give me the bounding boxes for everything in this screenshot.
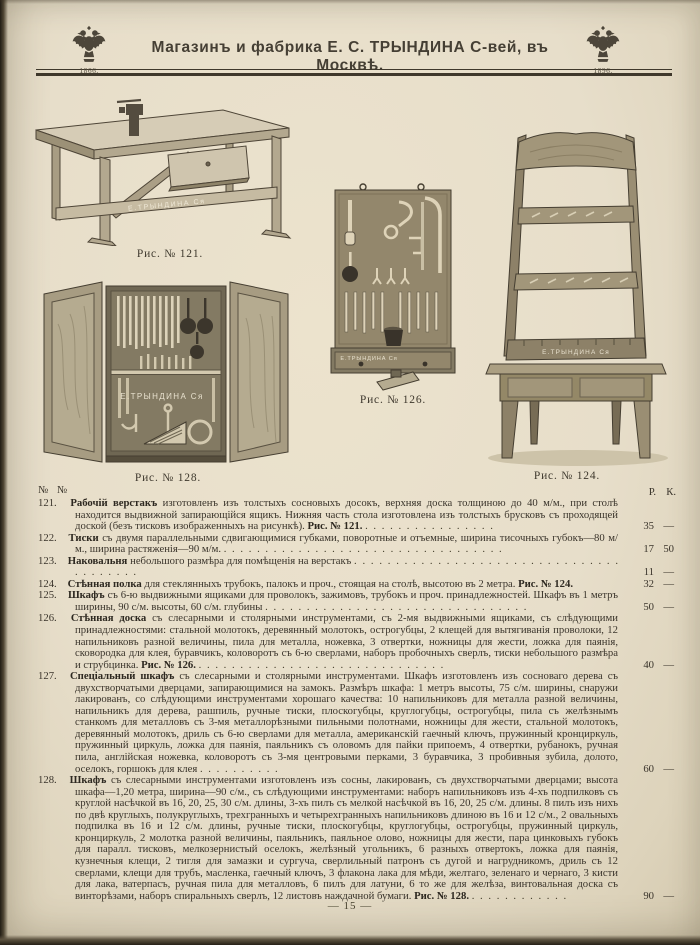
price-kopeks: 50 (663, 543, 674, 556)
page-title: Магазинъ и фабрика Е. С. ТРЫНДИНА С-вей, въ Москвѣ. (151, 39, 549, 74)
rack-illustration (478, 108, 674, 468)
emblem-year-left: 1866. (79, 66, 99, 75)
emblem-year-right: 1896. (593, 66, 613, 75)
item-figure-ref: Рис. № 124. (518, 577, 574, 590)
price-rubles: 50 (643, 600, 654, 613)
item-lead: Тиски (68, 531, 99, 544)
imperial-eagle-icon (580, 24, 626, 75)
price-kopeks: — (663, 762, 674, 775)
figure-tool-board (325, 180, 461, 392)
item-figure-ref: Рис. № 126. (141, 658, 196, 671)
price-list-item (38, 671, 676, 775)
brand-label: Е.ТРЫНДИНА Ся (120, 392, 204, 401)
leader-dots: . . . . . . . . . . . . (471, 889, 567, 902)
item-lead: Шкафъ (69, 774, 107, 787)
item-text: съ слесарными и столярными инструментами. Шкафъ изготовленъ изъ сосноваго дерева съ двухстворчатыми дверцами, запирающимися на замокъ. Размѣръ шкафа: 1 метръ высоты, 75 с/м. ширины, снаружи лакированъ, со слѣдующими инструментами хорошаго качества: 10 напильниковъ для металла разной величины, напильникъ для дерева, рашпиль, ручные тиски, плоскогубцы, круглогубцы, острогубцы, пила съ желѣзнымъ станкомъ для металловъ съ 3-мя металлорѣзными пильными полотнами, ножницы для жести, стальной молотокъ, деревянный молотокъ, дриль съ 6-ю сверлами для металла, американскій гаечный ключъ, пружинный кронциркуль, пружинный циркуль, ложка для паянія, паяльникъ съ оловомъ для пайки припоемъ, 4 отвертки, рубанокъ, ручная пила, англійская ножевка, коловоротъ съ 3-мя центровыми перками, 3 буравчика, 3 пробивныя зубила, долото, оселокъ, горшокъ для клея (75, 670, 619, 775)
item-number: 127. (38, 670, 57, 683)
figure-tool-cabinet (40, 274, 292, 470)
rubles-column-header: Р. (648, 486, 656, 498)
item-lead: Стѣнная доска (70, 612, 147, 625)
item-text: изготовленъ изъ толстыхъ сосновыхъ досокъ, верхняя доска толщиною до 40 м/м., при столѣ находится выдвижной запирающійся ящикъ. Нижняя часть стола изготовлена изъ толстыхъ брусковъ съ проходящей доской (безъ тисковъ изображенныхъ на рисункѣ). (75, 497, 618, 533)
tool-cabinet-illustration (40, 274, 292, 470)
item-number: 123. (38, 554, 57, 567)
item-number: 124. (38, 577, 57, 590)
leader-dots: . . . . . . . . . . . . . . . . . . . . . . . . . . . . . . . . (265, 600, 527, 613)
price-list (38, 485, 676, 902)
price-kopeks: — (663, 577, 674, 590)
item-text: съ слесарными инструментами изготовленъ изъ сосны, лакированъ, съ двухстворчатыми дверцами; высота шкафа—1,20 метра, ширина—90 с/м., съ слѣдующими инструментами: наборъ напильниковъ изъ 4-хъ подпилковъ съ круглой насѣчкой въ 16, 20, 25, 30 с/м. длины, 3-хъ пилъ съ мелкой насѣчкой въ 16, 20, 25 с/м. длины. 8 пилъ изъ нихъ по двѣ круглыхъ, полукруглыхъ, трехгранныхъ и четырехгранныхъ напильниковъ длиною въ 16 и 12 с/м., 2 овальныхъ подпилка въ 16 и 12 с/м. длины, ручные тиски, плоскогубцы, круглогубцы, острогубцы, пружинный циркуль, кронциркуль, 2 молотка разной величины, паяльникъ, паяльное олово, ножницы для жести, пара цинковыхъ губокъ для паралл. тисковъ, мелкозернистый оселокъ, желѣзный угольникъ, 6 разныхъ отвертокъ, ложка для паянія, кузнечныя клещи, 2 тигля для замазки и сургуча, сверлильный патронъ съ дугой и нагрудникомъ, дриль съ 12 сверлами, клещи для трубъ, масленка, гаечный ключъ, 3 флакона лака для мѣди, желтаго, зеленаго и чернаго, 3 кисти для лака, ватерпасъ, ручная пила для металловъ, 6 пилъ для латуни, 6 то же для желѣза, винтовальная доска съ винторѣзами, наборъ спиральныхъ сверлъ, 12 листовъ наждачной бумаги. (75, 774, 618, 902)
figure-workbench (30, 98, 295, 246)
item-figure-ref: Рис. № 128. (414, 889, 470, 902)
tool-board-illustration (325, 180, 461, 392)
item-lead: Стѣнная полка (67, 577, 142, 590)
price-rubles: 17 (643, 543, 654, 556)
item-text: съ слесарными и столярными инструментами, съ 2-мя выдвижными ящиками, съ слѣдующими принадлежностями: стальной молотокъ, деревянный молотокъ, острогубцы, 2 клещей для вытягиванія проволоки, 12 напильниковъ разной величины, пила для металла, ножевка, 3 отвертки, ножницы для жести, ложка для паянія, сковородка для клея, буравчикъ, коловоротъ съ 6-ю сверлами, наборъ пробочныхъ сверлъ, тиски небольшого размѣра и струбцинка. (75, 612, 619, 671)
scan-edge-top (0, 0, 700, 4)
item-lead: Наковальня (67, 554, 128, 567)
item-number: 121. (38, 497, 57, 509)
item-number: 128. (38, 774, 57, 787)
price-list-item (38, 533, 676, 556)
figure-caption: Рис. № 124. (533, 470, 601, 482)
leader-dots: . . . . . . . . . . . . . . . . . . . . . . . . . . . . . . . . . . (223, 543, 502, 556)
kopeks-column-header: К. (666, 486, 676, 498)
price-list-item (38, 775, 676, 902)
item-text: небольшого размѣра для помѣщенія на верстакъ (130, 554, 352, 567)
leader-dots: . . . . . . . . . . . . . . . . . . . . . . . . . . . . . . (198, 658, 444, 671)
price-list-item (38, 613, 676, 671)
leader-dots: . . . . . . . . . . . . . . . . (365, 520, 493, 533)
page-number: — 15 — (327, 900, 373, 912)
price-kopeks: — (663, 600, 674, 613)
item-lead: Рабочій верстакъ (70, 497, 158, 509)
item-figure-ref: Рис. № 121. (307, 520, 363, 533)
number-column-header: № № (38, 484, 71, 496)
figure-rack (478, 108, 674, 468)
item-number: 125. (38, 589, 57, 602)
figure-caption: Рис. № 121. (136, 248, 204, 260)
price-kopeks: — (663, 889, 674, 902)
double-headed-eagle-icon (584, 24, 622, 64)
brand-label: Е.ТРЫНДИНА Ся (340, 356, 398, 362)
scan-edge-bottom (0, 935, 700, 945)
item-text: съ 6-ю выдвижными ящиками для проволокъ, зажимовъ, трубокъ и проч. принадлежностей. Шкафъ въ 1 метръ ширины, 90 с/м. высоты, 60 с/м. глубины (75, 589, 619, 613)
item-text: для стеклянныхъ трубокъ, палокъ и проч., стоящая на столѣ, высотою въ 2 метра. (144, 577, 516, 590)
leader-dots: . . . . . . . . . . . . . . . . . . . . . . . . . . . . . . . . . . . . . . . . (75, 554, 619, 579)
brand-label: Е.ТРЫНДИНА Ся (127, 198, 206, 213)
price-rubles: 40 (643, 658, 654, 671)
price-rubles: 11 (643, 566, 654, 579)
figure-caption: Рис. № 128. (134, 472, 202, 484)
item-lead: Спеціальный шкафъ (69, 670, 175, 683)
brand-label: Е.ТРЫНДИНА Ся (542, 349, 610, 356)
scan-edge-left (0, 0, 8, 945)
price-list-item (38, 590, 676, 613)
price-kopeks: — (663, 520, 674, 533)
price-rubles: 90 (643, 889, 654, 902)
price-rubles: 60 (643, 762, 654, 775)
price-list-item (38, 498, 676, 533)
item-number: 122. (38, 531, 57, 544)
price-kopeks: — (663, 566, 674, 579)
item-text: съ двумя параллельными сдвигающимися губками, поворотные и отъемные, ширина тисочныхъ губокъ—80 м/м., ширина растяженія—90 м/м. (75, 531, 618, 556)
workbench-illustration (30, 98, 295, 246)
price-rubles: 35 (643, 520, 654, 533)
double-headed-eagle-icon (70, 24, 108, 64)
price-rubles: 32 (643, 577, 654, 590)
header-rule (36, 69, 672, 76)
figure-caption: Рис. № 126. (359, 394, 427, 406)
item-number: 126. (38, 612, 57, 625)
leader-dots: . . . . . . . . . . (199, 762, 278, 775)
price-kopeks: — (663, 658, 674, 671)
item-lead: Шкафъ (67, 589, 105, 602)
price-list-item (38, 556, 676, 579)
imperial-eagle-icon (66, 24, 112, 75)
